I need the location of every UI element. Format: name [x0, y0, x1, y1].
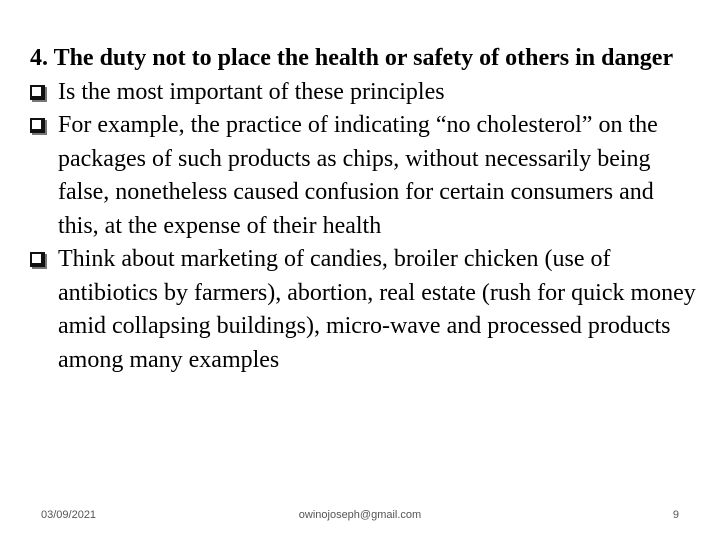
bullet-text: For example, the practice of indicating “no cholesterol” on the packages of such products as chips, without necessarily being false, nonetheless caused confusion for certain consumers and this, at the expense of their health — [58, 112, 658, 239]
square-bullet-icon — [30, 252, 45, 267]
square-bullet-icon — [30, 118, 45, 133]
square-bullet-icon — [30, 85, 45, 100]
slide-heading: 4. The duty not to place the health or safety of others in danger — [30, 45, 674, 71]
bullet-text: Think about marketing of candies, broiler chicken (use of antibiotics by farmers), abortion, real estate (rush for quick money amid collapsing buildings), micro-wave and processed products among many examples — [58, 246, 696, 373]
page-number: 9 — [672, 509, 679, 521]
footer-date: 03/09/2021 — [41, 509, 97, 521]
bullet-text: Is the most important of these principles — [58, 78, 445, 105]
bullet-item — [30, 76, 700, 110]
bullet-item — [30, 243, 700, 377]
footer-email: owinojoseph@gmail.com — [298, 509, 422, 521]
bullet-item — [30, 109, 700, 243]
slide-body — [30, 42, 700, 377]
